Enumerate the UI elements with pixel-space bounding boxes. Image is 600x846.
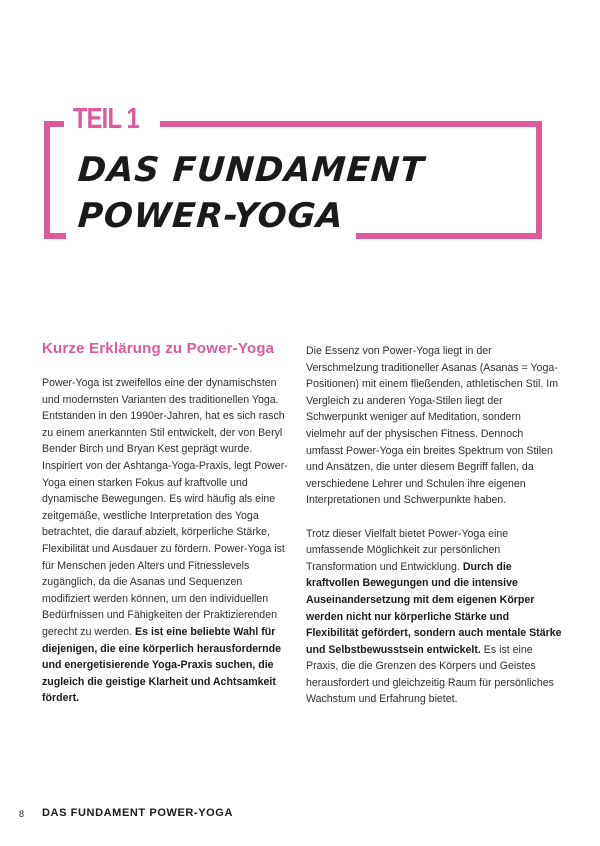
chapter-title-line-2: POWER-YOGA [76, 196, 346, 236]
right-paragraph-2-bold: Durch die kraftvollen Bewegungen und die intensive Auseinandersetzung mit dem eigenen Körper werden nicht nur körperliche Stärke und Flexibilität gefördert, sondern auch mentale Stärke und Selbstbewusstsein entwickelt. [306, 560, 562, 656]
running-title: DAS FUNDAMENT POWER-YOGA [42, 807, 234, 819]
left-column [42, 375, 288, 707]
chapter-title-line-1: DAS FUNDAMENT [76, 150, 426, 190]
right-paragraph-2 [306, 526, 562, 709]
left-paragraph [42, 375, 288, 707]
right-paragraph-2-text-start: Trotz dieser Vielfalt bietet Power-Yoga eine umfassende Möglichkeit zur persönlichen Transformation und Entwicklung. [306, 527, 509, 573]
right-paragraph-2-text-end: Es ist eine Praxis, die die Grenzen des Körpers und Geistes herausfordert und gleichzeitig Raum für persönliches Wachstum und Erfahrung bietet. [306, 643, 554, 706]
right-paragraph-1: Die Essenz von Power-Yoga liegt in der Verschmelzung traditioneller Asanas (Asanas = Yoga-Positionen) mit einem fließenden, athletischen Stil. Im Vergleich zu anderen Yoga-Stilen liegt der Schwerpunkt weniger auf Meditation, sondern vielmehr auf der physischen Fitness. Dennoch umfasst Power-Yoga ein breites Spektrum von Stilen und Ansätzen, die unter diesem Begriff fallen, da verschiedene Lehrer und Schulen ihre eigenen Interpretationen und Schwerpunkte haben. [306, 345, 559, 507]
left-paragraph-text: Power-Yoga ist zweifellos eine der dynamischsten und modernsten Varianten des traditionellen Yoga. Entstanden in den 1990er-Jahren, hat es sich rasch zu einem anerkannten Stil entwickelt, der von Beryl Bender Birch und Bryan Kest geprägt wurde. Inspiriert von der Ashtanga-Yoga-Praxis, legt Power-Yoga einen starken Fokus auf kraftvolle und dynamische Bewegungen. Es wird häufig als eine zeitgemäße, westliche Interpretation des Yoga betrachtet, die darauf abzielt, körperliche Stärke, Flexibilität und Ausdauer zu fördern. Power-Yoga ist für Menschen jeden Alters und Fitnesslevels zugänglich, da die Asanas und Sequenzen modifiziert werden können, um den individuellen Bedürfnissen und Fähigkeiten der Praktizierenden gerecht zu werden. [42, 377, 288, 638]
left-paragraph-bold: Es ist eine beliebte Wahl für diejenigen, die eine körperlich herausfordernde und energetisierende Yoga-Praxis suchen, die zugleich die geistige Klarheit und Achtsamkeit fördert. [42, 625, 282, 705]
right-column [306, 343, 562, 708]
page-number: 8 [19, 809, 25, 819]
section-heading: Kurze Erklärung zu Power-Yoga [42, 340, 275, 357]
part-label: TEIL 1 [68, 102, 145, 136]
